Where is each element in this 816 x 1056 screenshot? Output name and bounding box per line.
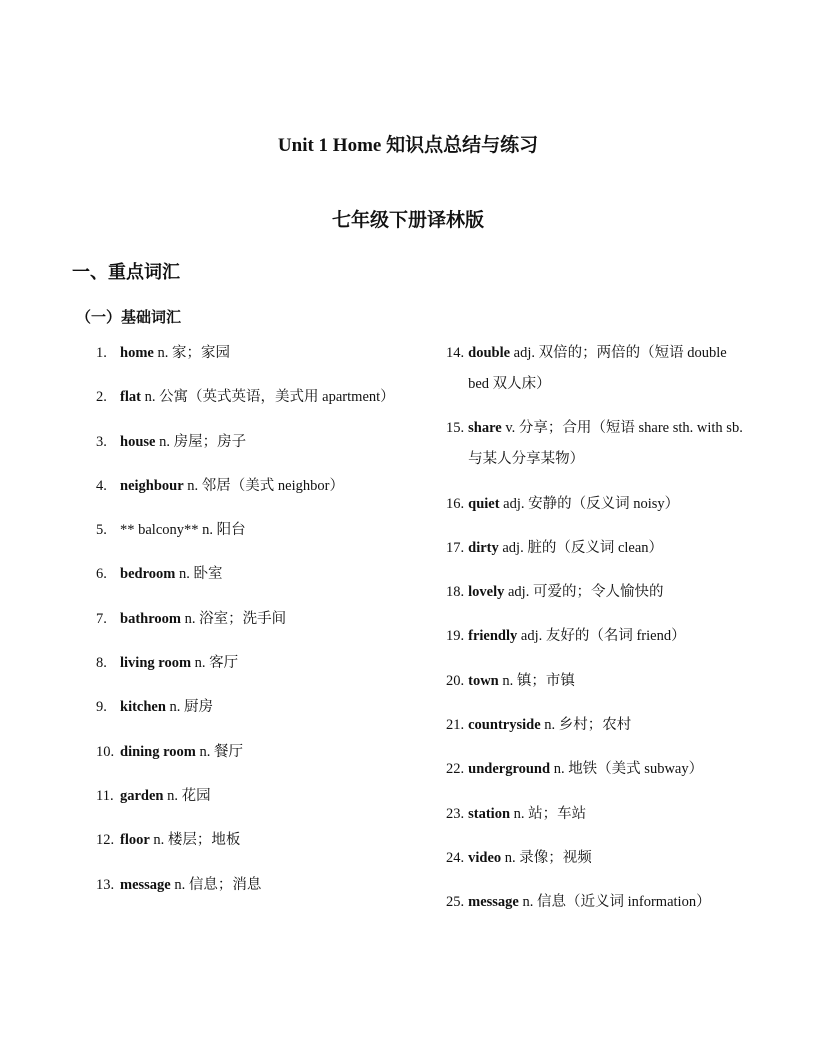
vocab-word: town [468, 672, 499, 689]
vocab-word: house [120, 433, 156, 450]
list-item [96, 692, 426, 723]
item-number: 15. [446, 420, 465, 437]
vocab-definition: v. 分享；合用（短语 share sth. with sb. 与某人分享某物） [468, 420, 743, 468]
item-number: 5. [96, 522, 107, 539]
vocab-word: living room [120, 655, 192, 672]
list-item [446, 843, 746, 874]
page-subtitle: 七年级下册译林版 [331, 210, 484, 231]
list-item [446, 577, 746, 608]
item-number: 1. [96, 345, 107, 361]
page-title: Unit 1 Home 知识点总结与练习 [277, 135, 539, 156]
vocab-definition: ** balcony** n. 阳台 [120, 522, 246, 539]
vocab-word: message [120, 876, 171, 893]
vocab-word: garden [120, 787, 164, 804]
vocab-word: quiet [468, 495, 500, 512]
item-number: 23. [446, 805, 465, 822]
item-number: 18. [446, 584, 465, 601]
item-number: 17. [446, 539, 465, 556]
item-number: 4. [96, 477, 107, 494]
vocab-word: bedroom [120, 566, 176, 583]
item-number: 14. [446, 345, 465, 361]
item-number: 2. [96, 389, 107, 406]
vocab-definition: n. 房屋；房子 [155, 433, 247, 450]
vocab-definition: n. 信息；消息 [170, 876, 262, 893]
vocab-definition: n. 镇；市镇 [498, 672, 575, 689]
list-item [96, 648, 426, 679]
list-item [446, 754, 746, 785]
vocab-definition: n. 厨房 [165, 699, 214, 716]
vocab-definition: n. 乡村；农村 [540, 717, 632, 734]
vocab-word: flat [120, 389, 141, 406]
list-item [96, 781, 426, 812]
vocab-list-right [446, 338, 746, 932]
vocab-definition: n. 餐厅 [195, 743, 244, 760]
vocab-definition: n. 录像；视频 [501, 849, 592, 866]
vocab-list-left [96, 338, 426, 914]
vocab-definition: n. 邻居（美式 neighbor） [183, 477, 344, 494]
vocab-word: underground [468, 761, 551, 778]
vocab-definition: adj. 双倍的；两倍的（短语 double bed 双人床） [468, 345, 727, 392]
item-number: 19. [446, 628, 465, 645]
list-item [446, 338, 746, 400]
vocab-definition: adj. 安静的（反义词 noisy） [499, 495, 680, 512]
vocab-word: floor [120, 832, 150, 849]
list-item [446, 799, 746, 830]
vocab-definition: n. 花园 [163, 787, 211, 804]
list-item [446, 666, 746, 697]
subsection-heading: （一）基础词汇 [76, 310, 182, 326]
item-number: 25. [446, 894, 465, 911]
vocab-word: video [468, 849, 502, 866]
vocab-word: home [120, 345, 154, 361]
vocab-word: dining room [120, 743, 196, 760]
item-number: 22. [446, 761, 465, 778]
vocab-definition: n. 浴室；洗手间 [180, 610, 287, 627]
item-number: 16. [446, 495, 465, 512]
list-item [96, 382, 426, 413]
item-number: 6. [96, 566, 107, 583]
vocab-definition: n. 楼层；地板 [149, 832, 241, 849]
vocab-word: bathroom [120, 610, 181, 627]
vocab-word: countryside [468, 717, 541, 734]
section-heading: 一、重点词汇 [72, 262, 180, 282]
list-item [96, 737, 426, 768]
vocab-definition: n. 信息（近义词 information） [518, 894, 711, 911]
list-item [96, 825, 426, 856]
list-item [96, 870, 426, 901]
item-number: 13. [96, 876, 115, 893]
list-item [96, 427, 426, 458]
vocab-word: message [468, 894, 519, 911]
vocab-word: lovely [468, 584, 505, 601]
item-number: 3. [96, 433, 107, 450]
list-item [446, 710, 746, 741]
vocab-definition: n. 家；家园 [153, 345, 230, 361]
list-item [96, 604, 426, 635]
list-item [446, 887, 746, 918]
vocab-word: double [468, 345, 511, 361]
list-item [446, 621, 746, 652]
list-item [96, 559, 426, 590]
item-number: 9. [96, 699, 107, 716]
item-number: 20. [446, 672, 465, 689]
vocab-word: station [468, 805, 511, 822]
vocab-definition: n. 公寓（英式英语，美式用 apartment） [140, 389, 395, 406]
item-number: 24. [446, 849, 465, 866]
list-item [96, 338, 426, 369]
vocab-definition: n. 站；车站 [510, 805, 587, 822]
list-item [446, 413, 746, 475]
list-item [96, 471, 426, 502]
vocab-definition: n. 地铁（美式 subway） [550, 761, 704, 778]
vocab-definition: adj. 可爱的；令人愉快的 [504, 584, 664, 601]
vocab-definition: adj. 脏的（反义词 clean） [498, 539, 664, 556]
vocab-word: share [468, 420, 502, 437]
vocab-word: friendly [468, 628, 518, 645]
vocab-definition: adj. 友好的（名词 friend） [517, 628, 686, 645]
item-number: 12. [96, 832, 115, 849]
list-item [446, 489, 746, 520]
list-item [446, 533, 746, 564]
item-number: 21. [446, 717, 465, 734]
vocab-word: neighbour [120, 477, 184, 494]
item-number: 8. [96, 655, 107, 672]
vocab-definition: n. 客厅 [191, 655, 239, 672]
item-number: 7. [96, 610, 107, 627]
list-item [96, 515, 426, 546]
item-number: 11. [96, 787, 114, 804]
vocab-word: kitchen [120, 699, 166, 716]
item-number: 10. [96, 743, 115, 760]
vocab-definition: n. 卧室 [175, 566, 223, 583]
vocab-word: dirty [468, 539, 499, 556]
